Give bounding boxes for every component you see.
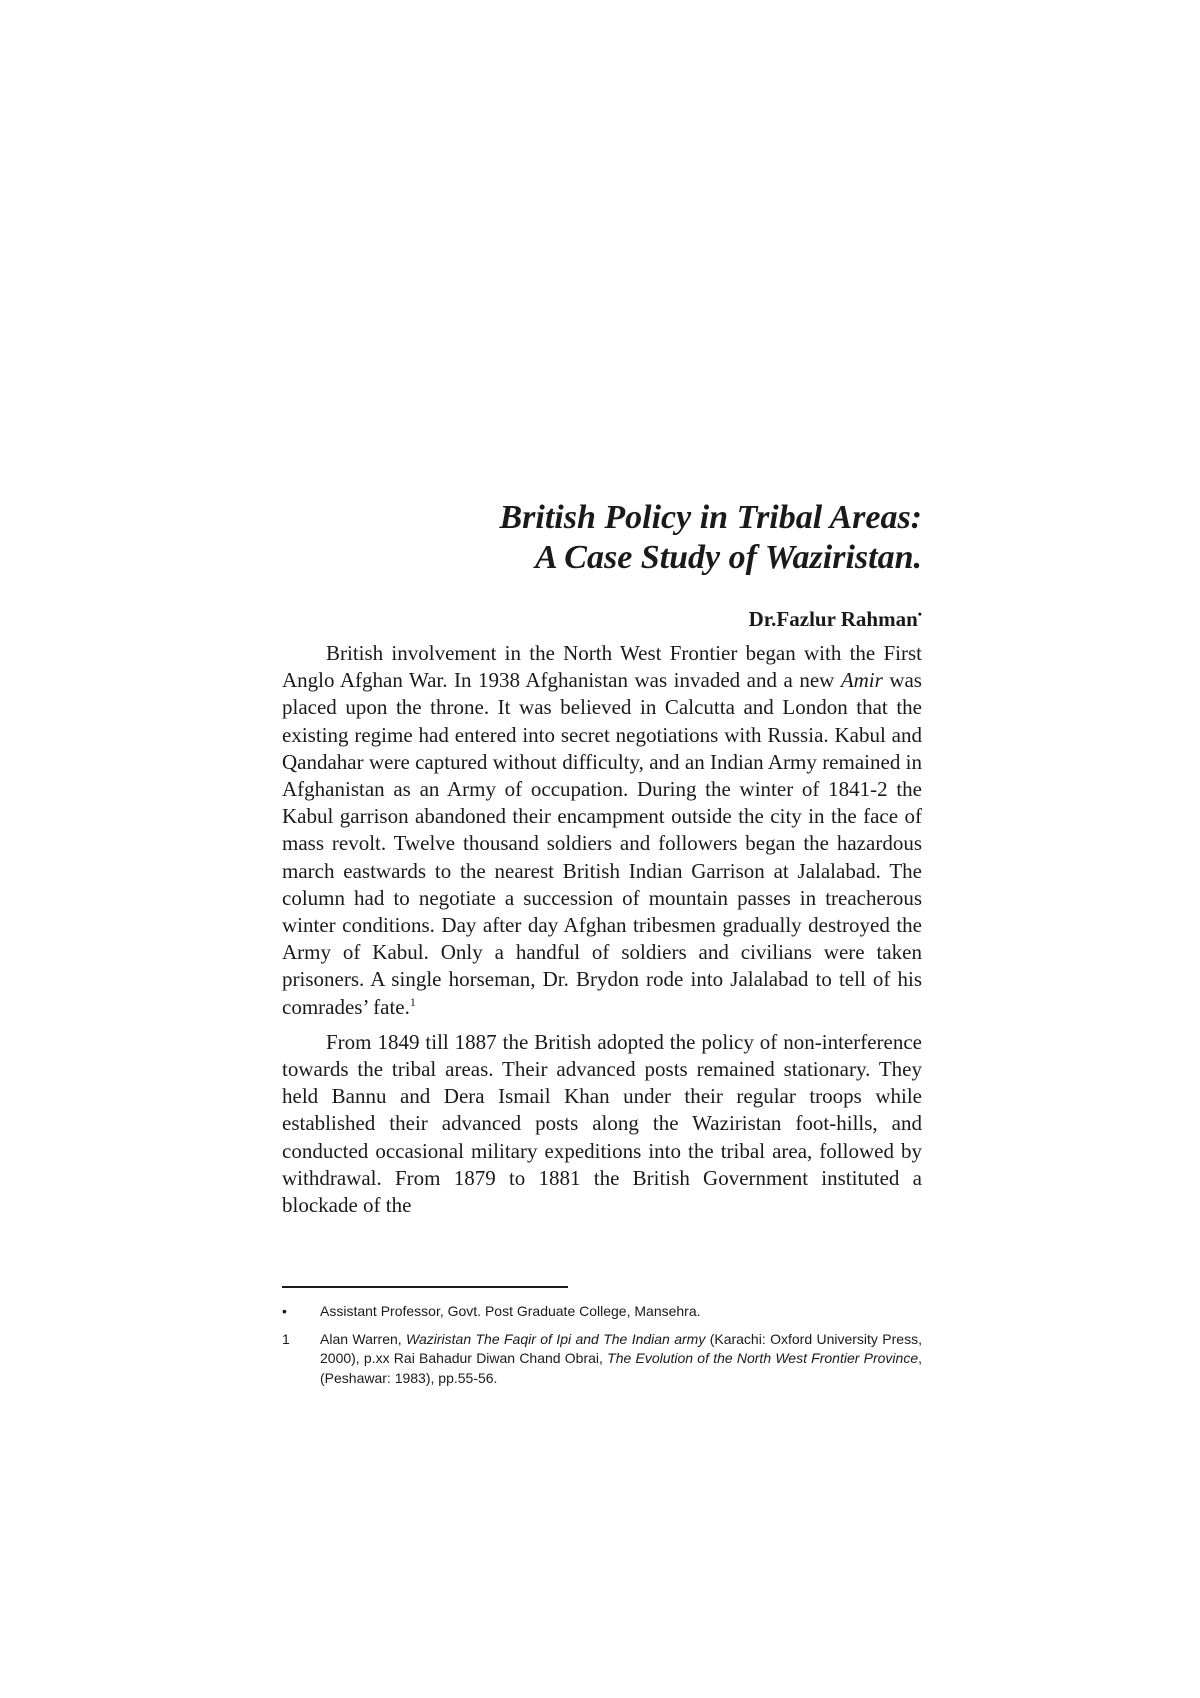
footnote-author-text: Assistant Professor, Govt. Post Graduate College, Mansehra.	[320, 1303, 701, 1319]
paragraph-1-text-a: British involvement in the North West Frontier began with the First Anglo Afghan War. In 1938 Afghanistan was invaded and a new	[282, 641, 922, 693]
footnote-1-italic-2: The Evolution of the North West Frontier Province	[607, 1350, 919, 1366]
footnotes	[282, 1302, 922, 1396]
author-byline	[749, 606, 922, 632]
article-body	[282, 640, 922, 1219]
paper-page	[282, 0, 922, 1698]
title-line-1: British Policy in Tribal Areas:	[499, 499, 922, 536]
footnote-1-part-2: (Karachi: Oxford University Press, 2000), p.xx Rai Bahadur Diwan Chand Obrai,	[320, 1330, 922, 1366]
footnote-1-part-3: , (Peshawar: 1983), pp.55-56.	[320, 1350, 923, 1386]
footnote-separator	[282, 1286, 568, 1288]
paragraph-1	[282, 640, 922, 1021]
paragraph-1-italic-term: Amir	[840, 668, 883, 693]
footnote-1-part-1: Alan Warren,	[320, 1330, 407, 1347]
footnote-author-mark: •	[282, 1303, 287, 1319]
paragraph-2: From 1849 till 1887 the British adopted the policy of non-interference towards the tribal areas. Their advanced posts remained stationary. They held Bannu and Dera Ismail Khan under their regular troops while established their advanced posts along the Waziristan foot-hills, and conducted occasional military expeditions into the tribal area, followed by withdrawal. From 1879 to 1881 the British Government instituted a blockade of the	[282, 1029, 922, 1218]
footnote-reference-1: 1	[409, 994, 416, 1009]
footnote-1-mark: 1	[282, 1330, 290, 1347]
footnote-1	[282, 1330, 922, 1389]
author-footnote-mark: •	[917, 607, 922, 621]
footnote-author	[282, 1302, 922, 1322]
paragraph-1-text-b: was placed upon the throne. It was believed in Calcutta and London that the existing regime had entered into secret negotiations with Russia. Kabul and Qandahar were captured without difficulty, and an Indian Army remained in Afghanistan as an Army of occupation. During the winter of 1841-2 the Kabul garrison abandoned their encampment outside the city in the face of mass revolt. Twelve thousand soldiers and followers began the hazardous march eastwards to the nearest British Indian Garrison at Jalalabad. The column had to negotiate a succession of mountain passes in treacherous winter conditions. Day after day Afghan tribesmen gradually destroyed the Army of Kabul. Only a handful of soldiers and civilians were taken prisoners. A single horseman, Dr. Brydon rode into Jalalabad to tell of his comrades’ fate.	[282, 668, 922, 1019]
title-line-2: A Case Study of Waziristan.	[534, 539, 922, 576]
footnote-1-text	[320, 1330, 922, 1389]
author-name: Dr.Fazlur Rahman	[748, 607, 918, 631]
footnote-1-italic-1: Waziristan The Faqir of Ipi and The Indian army	[406, 1330, 706, 1347]
article-title	[499, 498, 922, 578]
